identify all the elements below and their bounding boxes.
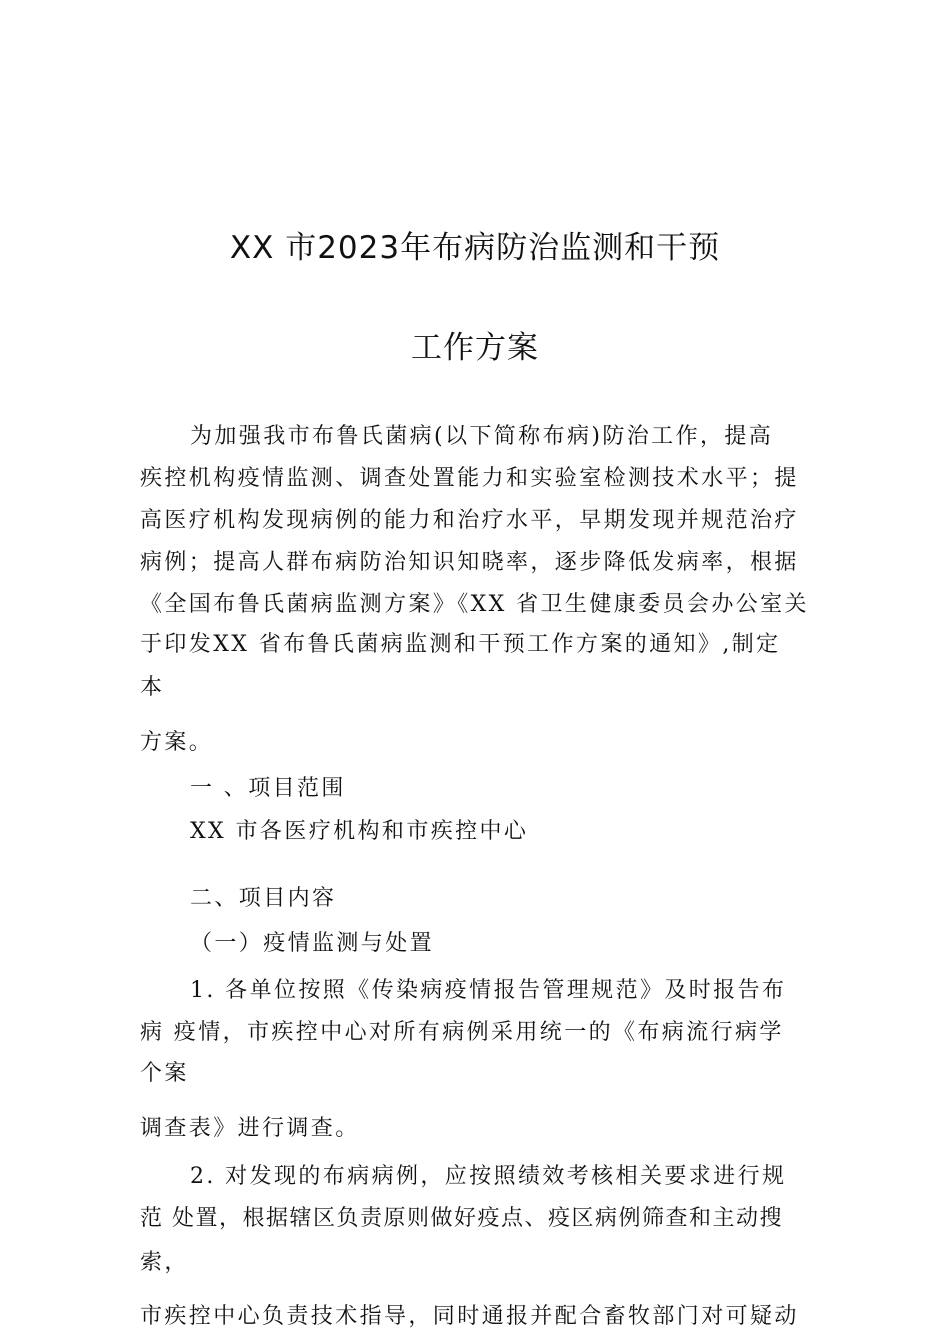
item-2-line: 范 处置，根据辖区负责原则做好疫点、疫区病例筛查和主动搜	[140, 1206, 783, 1231]
document-title-line-1: XX 市2023年布病防治监测和干预	[229, 230, 721, 266]
item-1-line: 调查表》进行调查。	[140, 1116, 360, 1141]
item-2-line: 2. 对发现的布病病例，应按照绩效考核相关要求进行规	[190, 1164, 787, 1189]
intro-line: 高医疗机构发现病例的能力和治疗水平，早期发现并规范治疗	[140, 508, 799, 533]
item-2-line: 索，	[140, 1250, 189, 1275]
intro-line: 病例；提高人群布病防治知识知晓率，逐步降低发病率，根据	[140, 550, 799, 575]
item-1-line: 个案	[140, 1061, 189, 1086]
document-title-line-2: 工作方案	[411, 330, 539, 366]
section-1-heading: 一 、项目范围	[190, 776, 346, 801]
intro-line: 方案。	[140, 730, 214, 755]
item-2-line: 市疾控中心负责技术指导，同时通报并配合畜牧部门对可疑动	[140, 1304, 799, 1329]
item-1-line: 病 疫情，市疾控中心对所有病例采用统一的《布病流行病学	[140, 1020, 784, 1045]
intro-line: 《全国布鲁氏菌病监测方案》《XX 省卫生健康委员会办公室关	[140, 592, 809, 617]
intro-line: 本	[140, 675, 165, 700]
intro-line: 疾控机构疫情监测、调查处置能力和实验室检测技术水平；提	[140, 466, 799, 491]
intro-line: 于印发XX 省布鲁氏菌病监测和干预工作方案的通知》,制定	[140, 632, 781, 657]
section-2-heading: 二、项目内容	[190, 886, 337, 911]
subsection-1-heading: （一）疫情监测与处置	[190, 931, 435, 956]
intro-line: 为加强我市布鲁氏菌病(以下简称布病)防治工作，提高	[190, 424, 774, 449]
section-1-body: XX 市各医疗机构和市疾控中心	[190, 819, 529, 844]
item-1-line: 1. 各单位按照《传染病疫情报告管理规范》及时报告布	[190, 978, 787, 1003]
